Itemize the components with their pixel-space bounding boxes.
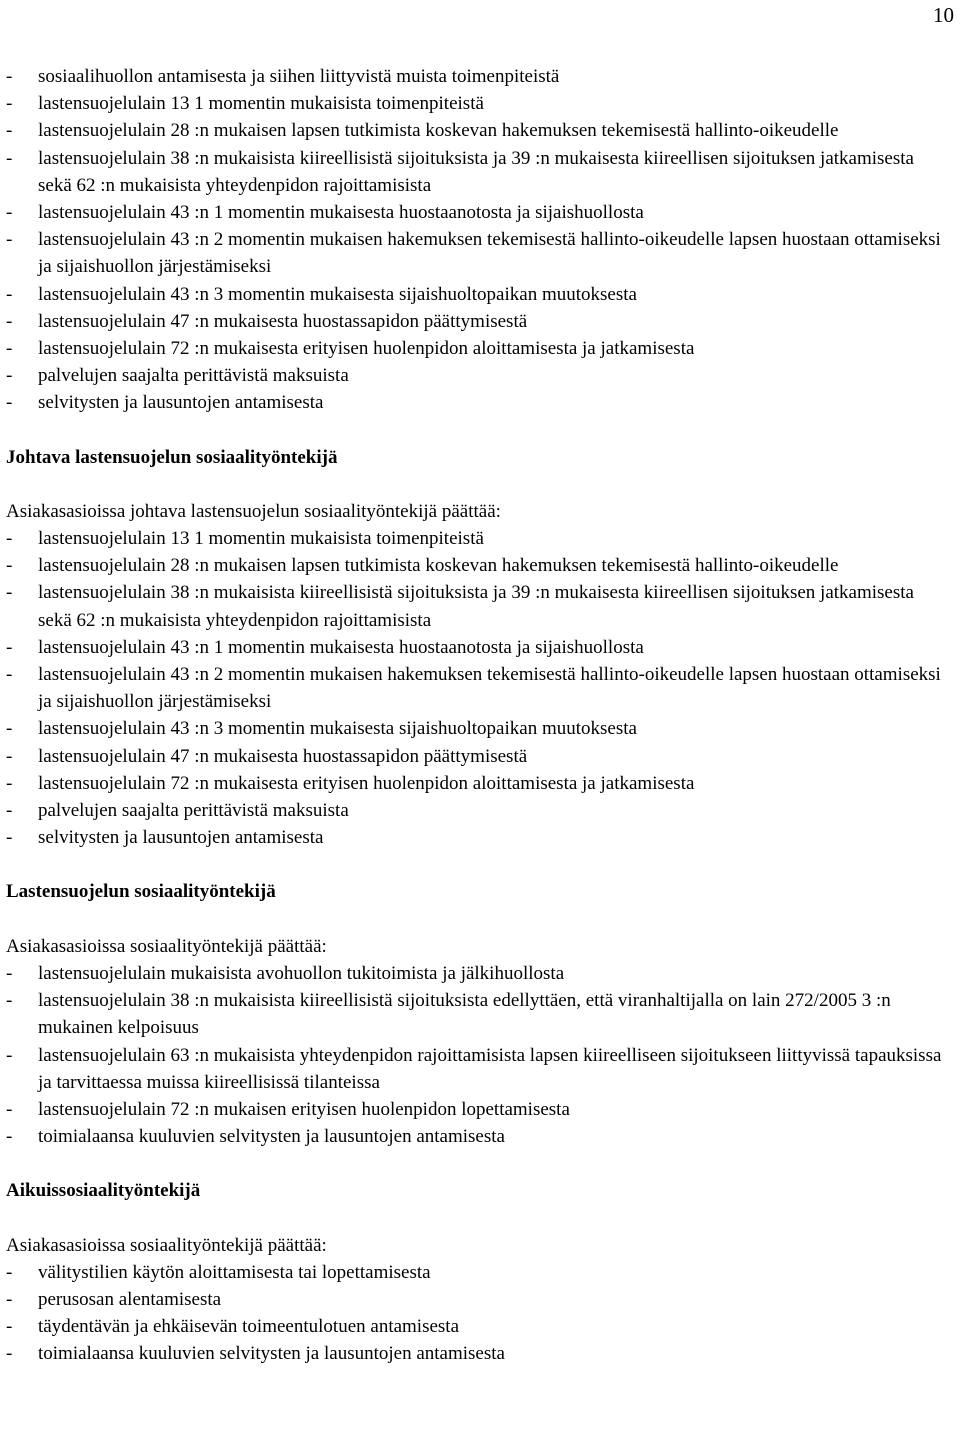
dash-bullet: - [6,582,13,604]
list-item [6,389,950,416]
dash-bullet: - [6,202,13,224]
dash-bullet: - [6,1098,13,1120]
list-item-text: lastensuojelulain 28 :n mukaisen lapsen tutkimista koskevan hakemuksen tekemisestä hallinto-oikeudelle [38,120,839,142]
list-item [6,634,950,661]
list-item-text: toimialaansa kuuluvien selvitysten ja lausuntojen antamisesta [38,1126,505,1148]
list-item [6,226,950,280]
list-item [6,1259,950,1286]
list-item [6,281,950,308]
dash-bullet: - [6,283,13,305]
dash-bullet: - [6,962,13,984]
decision-list-continued [6,63,950,417]
list-item [6,1042,950,1096]
list-item-text: lastensuojelulain 13 1 momentin mukaisista toimenpiteistä [38,528,484,550]
list-item-text: lastensuojelulain mukaisista avohuollon tukitoimista ja jälkihuollosta [38,962,565,984]
list-item [6,1286,950,1313]
list-item [6,661,950,715]
spacer [6,851,950,878]
list-item [6,960,950,987]
dash-bullet: - [6,528,13,550]
dash-bullet: - [6,365,13,387]
spacer [6,1205,950,1232]
list-item [6,145,950,199]
dash-bullet: - [6,147,13,169]
dash-bullet: - [6,66,13,87]
list-item-text: perusosan alentamisesta [38,1288,222,1310]
list-item-text: lastensuojelulain 43 :n 2 momentin mukaisen hakemuksen tekemisestä hallinto-oikeudelle lapsen huostaan ottamiseksi ja sijaishuollon järjestämiseksi [38,229,941,278]
spacer [6,1150,950,1177]
list-item [6,552,950,579]
spacer [6,471,950,498]
list-item-text: palvelujen saajalta perittävistä maksuista [38,800,349,822]
dash-bullet: - [6,93,13,115]
list-item-text: lastensuojelulain 43 :n 1 momentin mukaisesta huostaanotosta ja sijaishuollosta [38,202,644,224]
list-item-text: lastensuojelulain 43 :n 1 momentin mukaisesta huostaanotosta ja sijaishuollosta [38,636,644,658]
dash-bullet: - [6,1316,13,1338]
dash-bullet: - [6,772,13,794]
decision-list-aikuis [6,1259,950,1368]
section-heading-johtava: Johtava lastensuojelun sosiaalityöntekijä [6,446,338,468]
decision-list-johtava [6,525,950,851]
dash-bullet: - [6,718,13,740]
dash-bullet: - [6,664,13,686]
dash-bullet: - [6,120,13,142]
section-heading-aikuissosiaality: Aikuissosiaalityöntekijä [6,1180,201,1202]
dash-bullet: - [6,990,13,1012]
list-item-text: lastensuojelulain 43 :n 2 momentin mukaisen hakemuksen tekemisestä hallinto-oikeudelle lapsen huostaan ottamiseksi ja sijaishuollon järjestämiseksi [38,664,941,713]
dash-bullet: - [6,1044,13,1066]
dash-bullet: - [6,1261,13,1283]
list-item [6,715,950,742]
list-item-text: lastensuojelulain 43 :n 3 momentin mukaisesta sijaishuoltopaikan muutoksesta [38,718,637,740]
list-item-text: lastensuojelulain 38 :n mukaisista kiireellisistä sijoituksista ja 39 :n mukaisesta kiireellisen sijoituksen jatkamisesta sekä 62 :n mukaisista yhteydenpidon rajoittamisista [38,147,914,196]
list-item-text: selvitysten ja lausuntojen antamisesta [38,392,324,414]
dash-bullet: - [6,555,13,577]
dash-bullet: - [6,827,13,849]
list-item [6,1340,950,1367]
list-item-text: täydentävän ja ehkäisevän toimeentulotuen antamisesta [38,1316,460,1338]
list-item [6,525,950,552]
spacer [6,417,950,444]
list-item-text: lastensuojelulain 63 :n mukaisista yhteydenpidon rajoittamisista lapsen kiireelliseen sijoitukseen liittyvissä tapauksissa ja tarvittaessa muissa kiireellisissä tilanteissa [38,1044,942,1093]
list-item-text: lastensuojelulain 47 :n mukaisesta huostassapidon päättymisestä [38,745,528,767]
list-item [6,1313,950,1340]
list-item-text: välitystilien käytön aloittamisesta tai lopettamisesta [38,1261,431,1283]
dash-bullet: - [6,1343,13,1365]
list-item-text: lastensuojelulain 72 :n mukaisen erityisen huolenpidon lopettamisesta [38,1098,570,1120]
dash-bullet: - [6,800,13,822]
list-item-text: lastensuojelulain 72 :n mukaisesta erityisen huolenpidon aloittamisesta ja jatkamisesta [38,772,695,794]
list-item [6,199,950,226]
list-item-text: lastensuojelulain 28 :n mukaisen lapsen tutkimista koskevan hakemuksen tekemisestä hallinto-oikeudelle [38,555,839,577]
list-item [6,743,950,770]
list-item-text: sosiaalihuollon antamisesta ja siihen liittyvistä muista toimenpiteistä [38,66,560,87]
list-item [6,335,950,362]
list-item [6,308,950,335]
list-item-text: lastensuojelulain 47 :n mukaisesta huostassapidon päättymisestä [38,310,528,332]
decision-list-lastensuojelu [6,960,950,1150]
list-item [6,362,950,389]
list-item [6,117,950,144]
dash-bullet: - [6,392,13,414]
list-item [6,987,950,1041]
list-item-text: lastensuojelulain 38 :n mukaisista kiireellisistä sijoituksista edellyttäen, että viranhaltijalla on lain 272/2005 3 :n mukainen kelpoisuus [38,990,891,1039]
section-intro: Asiakasasioissa johtava lastensuojelun sosiaalityöntekijä päättää: [6,500,501,522]
list-item-text: toimialaansa kuuluvien selvitysten ja lausuntojen antamisesta [38,1343,505,1365]
dash-bullet: - [6,1126,13,1148]
section-intro: Asiakasasioissa sosiaalityöntekijä päättää: [6,1234,327,1256]
list-item-text: lastensuojelulain 72 :n mukaisesta erityisen huolenpidon aloittamisesta ja jatkamisesta [38,338,695,360]
list-item [6,63,950,90]
list-item [6,797,950,824]
section-intro: Asiakasasioissa sosiaalityöntekijä päättää: [6,935,327,957]
dash-bullet: - [6,636,13,658]
list-item [6,579,950,633]
dash-bullet: - [6,1288,13,1310]
list-item-text: lastensuojelulain 13 1 momentin mukaisista toimenpiteistä [38,93,484,115]
list-item [6,1096,950,1123]
list-item-text: selvitysten ja lausuntojen antamisesta [38,827,324,849]
dash-bullet: - [6,745,13,767]
list-item [6,770,950,797]
list-item-text: palvelujen saajalta perittävistä maksuista [38,365,349,387]
document-body [6,63,950,1368]
page-number: 10 [933,3,954,27]
dash-bullet: - [6,229,13,251]
list-item [6,90,950,117]
list-item [6,1123,950,1150]
dash-bullet: - [6,310,13,332]
section-heading-lastensuojelu: Lastensuojelun sosiaalityöntekijä [6,881,276,903]
spacer [6,906,950,933]
list-item [6,824,950,851]
list-item-text: lastensuojelulain 38 :n mukaisista kiireellisistä sijoituksista ja 39 :n mukaisesta kiireellisen sijoituksen jatkamisesta sekä 62 :n mukaisista yhteydenpidon rajoittamisista [38,582,914,631]
dash-bullet: - [6,338,13,360]
list-item-text: lastensuojelulain 43 :n 3 momentin mukaisesta sijaishuoltopaikan muutoksesta [38,283,637,305]
